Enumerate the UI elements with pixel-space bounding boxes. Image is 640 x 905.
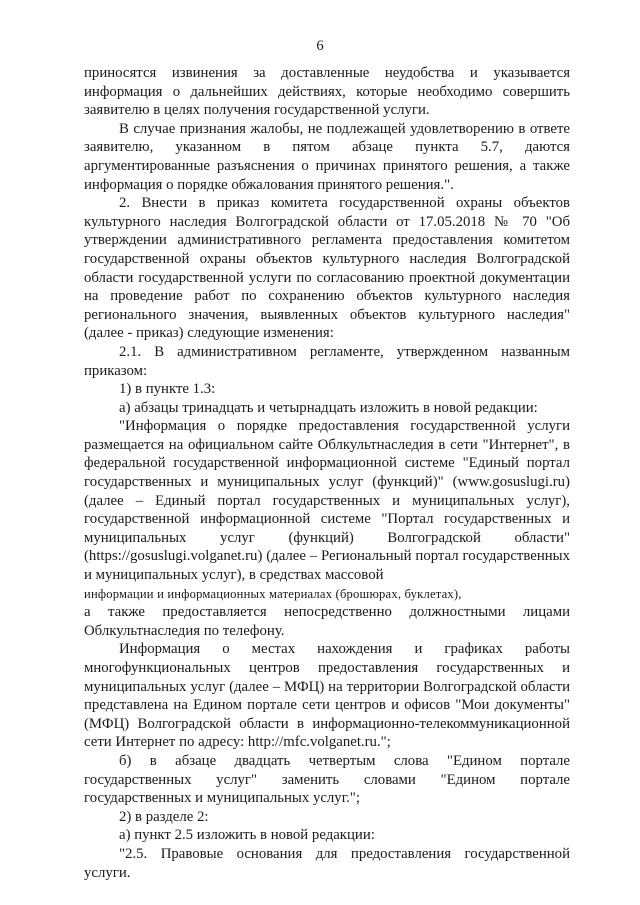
paragraph-subitem-a: а) абзацы тринадцать и четырнадцать изложить в новой редакции: [119,399,538,416]
paragraph-section-2: 2) в разделе 2: [119,808,209,825]
paragraph-item-1-3: 1) в пункте 1.3: [119,381,216,398]
paragraph-officials-phone: а также предоставляется непосредственно должностными лицами Облкультнаследия по телефону. [84,604,570,639]
paragraph-2-1-regulation: 2.1. В административном регламенте, утвержденном названным приказом: [84,343,570,379]
paragraph-legal-grounds: "2.5. Правовые основания для предоставления государственной услуги. [84,845,570,881]
paragraph-amend-order-70: 2. Внести в приказ комитета государственной охраны объектов культурного наследия Волгоградской области от 17.05.2018 № 70 "Об утверждении административного регламента предоставления комитетом государственной охраны объектов культурного наследия Волгоградской области государственной услуги по согласованию проектной документации на проведение работ по сохранению объектов культурного наследия регионального значения, выявленных объектов культурного наследия" (далее - приказ) следующие изменения: [84,195,570,342]
paragraph-mfc-info: Информация о местах нахождения и графиках работы многофункциональных центров предоставления государственных и муниципальных услуг (далее – МФЦ) на территории Волгоградской области представлена на Едином портале сети центров и офисов "Мои документы" (МФЦ) Волгоградской области в информационно-телекоммуникационной сети Интернет по адресу: http://mfc.volganet.ru."; [84,641,570,751]
paragraph-information-quote: "Информация о порядке предоставления государственной услуги размещается на официальном сайте Облкультнаследия в сети "Интернет", в федеральной государственной информационной системе "Единый портал государственных и муниципальных услуг (функций)" (www.gosuslugi.ru) (далее – Единый портал государственных и муниципальных услуг), государственной информационной системе "Портал государственных и муниципальных услуг (функций) Волгоградской области" (https://gosuslugi.volganet.ru) (далее – Региональный портал государственных и муниципальных услуг), в средствах массовой [84,418,570,584]
paragraph-information-materials-line: информации и информационных материалах (брошюрах, буклетах), [84,586,462,601]
page-number: 6 [316,38,324,54]
document-body [84,64,570,882]
paragraph-apology-continuation: приносятся извинения за доставленные неудобства и указывается информация о дальнейших действиях, которые необходимо совершить заявителю в целях получения государственной услуги. [84,65,570,119]
paragraph-subitem-b: б) в абзаце двадцать четвертым слова "Едином портале государственных услуг" заменить словами "Едином портале государственных и муниципальных услуг."; [84,752,570,807]
paragraph-complaint-recognition: В случае признания жалобы, не подлежащей удовлетворению в ответе заявителю, указанном в пятом абзаце пункта 5.7, даются аргументированные разъяснения о причинах принятого решения, а также информация о порядке обжалования принятого решения.". [84,120,570,193]
paragraph-item-2-5: а) пункт 2.5 изложить в новой редакции: [119,827,375,844]
